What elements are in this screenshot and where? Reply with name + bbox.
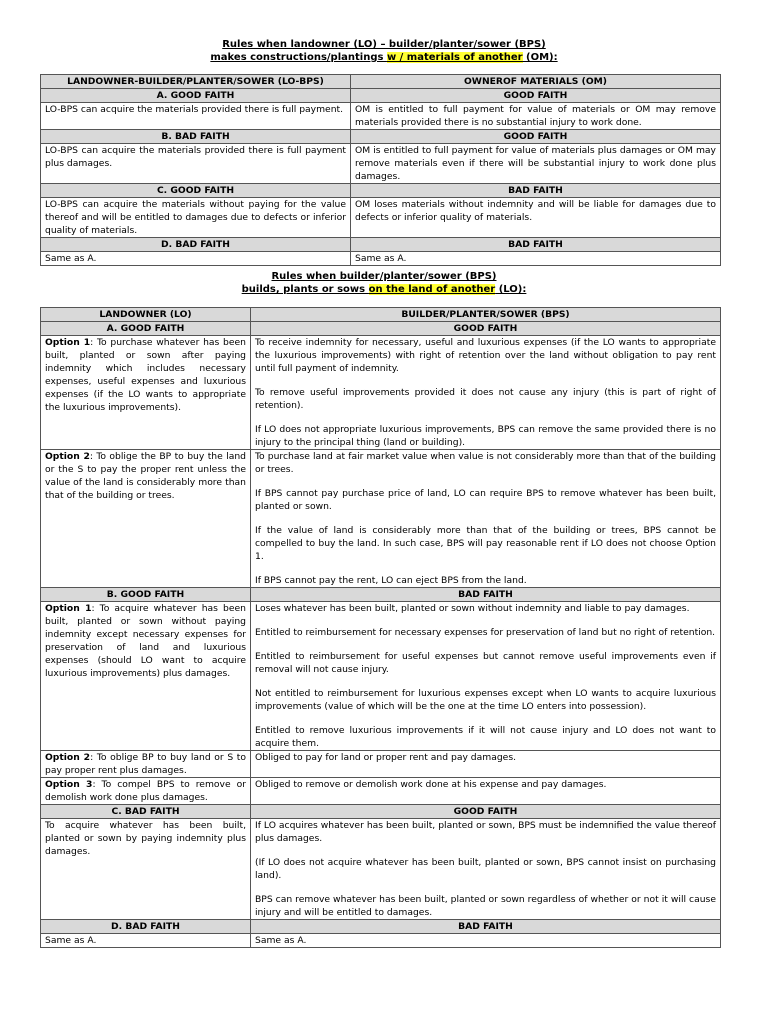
land-table bbox=[40, 307, 721, 948]
rule-paragraph: Entitled to reimbursement for useful expenses but cannot remove useful improvements even if removal will not cause injury. bbox=[255, 651, 716, 675]
section1-heading bbox=[0, 38, 768, 64]
option-cell bbox=[41, 336, 251, 450]
title-text: (OM): bbox=[522, 52, 558, 63]
case-header-row bbox=[41, 184, 721, 198]
case-header-row bbox=[41, 89, 721, 103]
section2-title-line1: Rules when builder/planter/sower (BPS) bbox=[271, 271, 497, 282]
rule-paragraph: If the value of land is considerably more than that of the building or trees, BPS cannot be compelled to buy the land. In such case, BPS will pay reasonable rent if LO does not choose Option 1. bbox=[255, 525, 716, 562]
rule-paragraph: If LO does not appropriate luxurious improvements, BPS can remove the same provided there is no injury to the principal thing (land or building). bbox=[255, 424, 716, 448]
column-header: OWNEROF MATERIALS (OM) bbox=[351, 75, 721, 89]
option-cell bbox=[41, 450, 251, 588]
case-heading: B. BAD FAITH bbox=[41, 130, 351, 144]
case-heading: BAD FAITH bbox=[351, 184, 721, 198]
materials-table bbox=[40, 74, 721, 266]
table-row bbox=[41, 778, 721, 805]
section1-title-line1: Rules when landowner (LO) – builder/planter/sower (BPS) bbox=[222, 39, 546, 50]
case-heading: A. GOOD FAITH bbox=[41, 89, 351, 103]
title-text: makes constructions/plantings bbox=[210, 52, 387, 63]
case-header-row bbox=[41, 920, 721, 934]
case-heading: B. GOOD FAITH bbox=[41, 588, 251, 602]
option-cell bbox=[41, 602, 251, 751]
title-text: builds, plants or sows bbox=[241, 284, 369, 295]
rule-paragraph: If BPS cannot pay purchase price of land, LO can require BPS to remove whatever has been built, planted or sown. bbox=[255, 488, 716, 512]
rule-cell: OM is entitled to full payment for value of materials or OM may remove materials provided there is no substantial injury to work done. bbox=[351, 103, 721, 130]
table-row bbox=[41, 103, 721, 130]
rule-cell bbox=[251, 819, 721, 920]
rule-paragraph: If LO acquires whatever has been built, planted or sown, BPS must be indemnified the value thereof plus damages. bbox=[255, 820, 716, 844]
case-heading: BAD FAITH bbox=[251, 920, 721, 934]
column-header: BUILDER/PLANTER/SOWER (BPS) bbox=[251, 308, 721, 322]
column-header: LANDOWNER-BUILDER/PLANTER/SOWER (LO-BPS) bbox=[41, 75, 351, 89]
option-label: Option 2 bbox=[45, 451, 90, 462]
title-text: (LO): bbox=[495, 284, 527, 295]
rule-cell: LO-BPS can acquire the materials provided there is full payment plus damages. bbox=[41, 144, 351, 184]
option-text: : To purchase whatever has been built, planted or sown after paying indemnity which includes necessary expenses, useful expenses and luxurious expenses (if the LO wants to appropriate the luxurious improvements). bbox=[45, 337, 246, 413]
rule-cell: Same as A. bbox=[251, 934, 721, 948]
rule-cell: Obliged to pay for land or proper rent and pay damages. bbox=[251, 751, 721, 778]
section2-title-line2 bbox=[0, 283, 768, 296]
table-row bbox=[41, 336, 721, 450]
option-cell bbox=[41, 778, 251, 805]
rule-paragraph: Loses whatever has been built, planted or sown without indemnity and liable to pay damages. bbox=[255, 603, 690, 614]
rule-paragraph: To remove useful improvements provided it does not cause any injury (this is part of right of retention). bbox=[255, 387, 716, 411]
case-heading: BAD FAITH bbox=[251, 588, 721, 602]
table-row bbox=[41, 819, 721, 920]
case-heading: D. BAD FAITH bbox=[41, 238, 351, 252]
option-cell: Same as A. bbox=[41, 934, 251, 948]
option-label: Option 3 bbox=[45, 779, 93, 790]
option-label: Option 1 bbox=[45, 603, 92, 614]
case-header-row bbox=[41, 322, 721, 336]
option-text: : To oblige BP to buy land or S to pay proper rent plus damages. bbox=[45, 752, 247, 776]
case-header-row bbox=[41, 238, 721, 252]
case-heading: A. GOOD FAITH bbox=[41, 322, 251, 336]
case-heading: C. GOOD FAITH bbox=[41, 184, 351, 198]
rule-cell: Same as A. bbox=[41, 252, 351, 266]
option-text: : To compel BPS to remove or demolish work done plus damages. bbox=[45, 779, 247, 803]
rule-paragraph: Not entitled to reimbursement for luxurious expenses except when LO wants to acquire luxurious improvements (value of which will be the one at the time LO enters into possession). bbox=[255, 688, 716, 712]
option-text: : To oblige the BP to buy the land or the S to pay the proper rent unless the value of the land is considerably more than that of the building or trees. bbox=[45, 451, 247, 501]
table-row bbox=[41, 198, 721, 238]
case-heading: C. BAD FAITH bbox=[41, 805, 251, 819]
rule-cell bbox=[251, 602, 721, 751]
rule-paragraph: If BPS cannot pay the rent, LO can eject BPS from the land. bbox=[255, 575, 527, 586]
case-heading: GOOD FAITH bbox=[351, 130, 721, 144]
table-row bbox=[41, 934, 721, 948]
section1-title-line2 bbox=[0, 51, 768, 64]
rule-cell bbox=[251, 336, 721, 450]
column-header: LANDOWNER (LO) bbox=[41, 308, 251, 322]
rule-paragraph: Entitled to remove luxurious improvements if it will not cause injury and LO does not want to acquire them. bbox=[255, 725, 716, 749]
table-row bbox=[41, 602, 721, 751]
rule-cell: Same as A. bbox=[351, 252, 721, 266]
rule-paragraph: BPS can remove whatever has been built, planted or sown regardless of whether or not it will cause injury and will be entitled to damages. bbox=[255, 894, 716, 918]
highlighted-text: on the land of another bbox=[368, 284, 496, 295]
rule-cell: LO-BPS can acquire the materials provided there is full payment. bbox=[41, 103, 351, 130]
table-row bbox=[41, 252, 721, 266]
rule-cell: LO-BPS can acquire the materials without paying for the value thereof and will be entitled to damages due to defects or inferior quality of materials. bbox=[41, 198, 351, 238]
rule-cell: Obliged to remove or demolish work done at his expense and pay damages. bbox=[251, 778, 721, 805]
case-heading: BAD FAITH bbox=[351, 238, 721, 252]
rule-paragraph: Entitled to reimbursement for necessary expenses for preservation of land but no right of retention. bbox=[255, 627, 716, 638]
highlighted-text: w / materials of another bbox=[386, 52, 523, 63]
case-heading: GOOD FAITH bbox=[251, 322, 721, 336]
option-cell bbox=[41, 751, 251, 778]
table-header-row bbox=[41, 75, 721, 89]
option-text: : To acquire whatever has been built, planted or sown without paying indemnity except necessary expenses for preservation of land and luxurious expenses (should LO want to acquire luxurious improvements) plus damages. bbox=[45, 603, 246, 679]
rule-cell: OM loses materials without indemnity and will be liable for damages due to defects or inferior quality of materials. bbox=[351, 198, 721, 238]
option-cell: To acquire whatever has been built, planted or sown by paying indemnity plus damages. bbox=[41, 819, 251, 920]
rule-paragraph: To purchase land at fair market value when value is not considerably more than that of the building or trees. bbox=[255, 451, 716, 475]
rule-cell bbox=[251, 450, 721, 588]
case-header-row bbox=[41, 130, 721, 144]
table-row bbox=[41, 450, 721, 588]
table-row bbox=[41, 751, 721, 778]
rule-paragraph: (If LO does not acquire whatever has been built, planted or sown, BPS cannot insist on purchasing land). bbox=[255, 857, 716, 881]
case-heading: GOOD FAITH bbox=[351, 89, 721, 103]
case-header-row bbox=[41, 805, 721, 819]
case-header-row bbox=[41, 588, 721, 602]
section2-heading bbox=[0, 270, 768, 296]
table-header-row bbox=[41, 308, 721, 322]
rule-paragraph: To receive indemnity for necessary, useful and luxurious expenses (if the LO wants to appropriate the luxurious improvements) with right of retention over the land without obligation to pay rent until full payment of indemnity. bbox=[255, 337, 716, 374]
rule-cell: OM is entitled to full payment for value of materials plus damages or OM may remove materials even if there will be substantial injury to work done plus damages. bbox=[351, 144, 721, 184]
table-row bbox=[41, 144, 721, 184]
case-heading: GOOD FAITH bbox=[251, 805, 721, 819]
option-label: Option 2 bbox=[45, 752, 91, 763]
case-heading: D. BAD FAITH bbox=[41, 920, 251, 934]
option-label: Option 1 bbox=[45, 337, 91, 348]
